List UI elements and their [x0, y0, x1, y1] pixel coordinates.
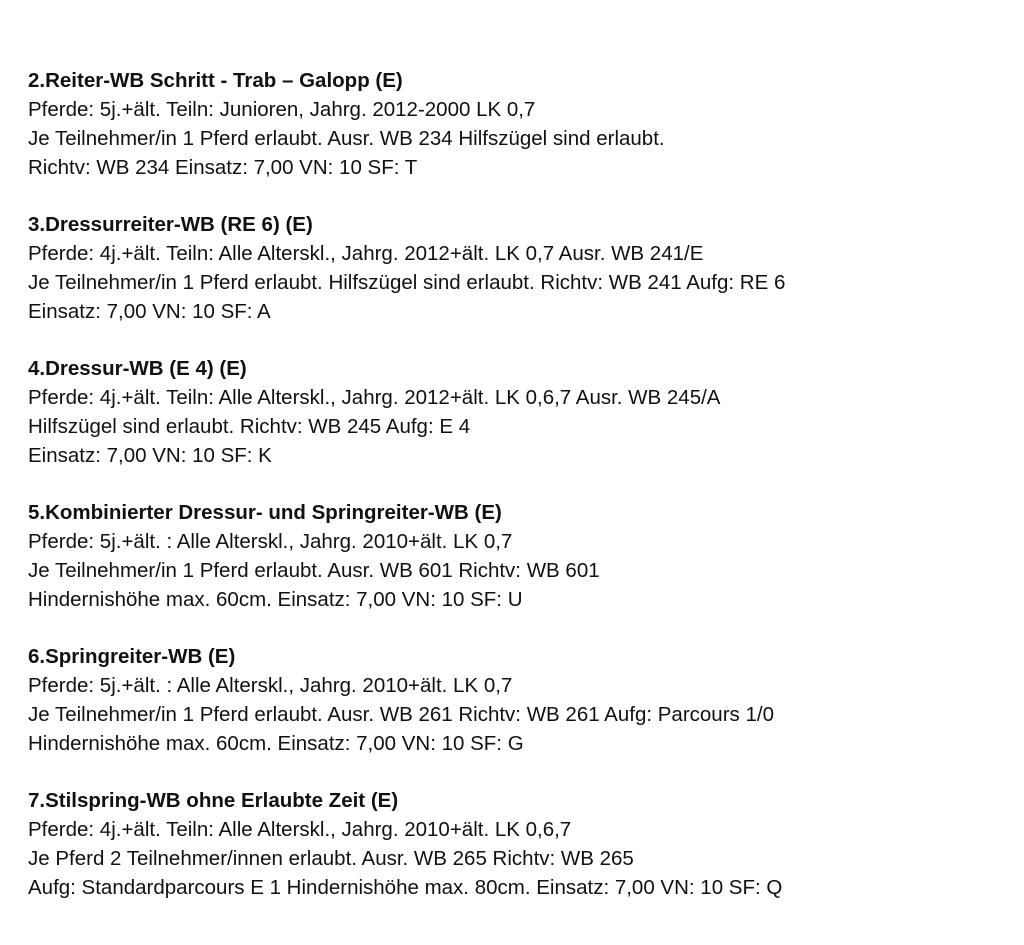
competition-detail-line: Einsatz: 7,00 VN: 10 SF: A: [28, 300, 271, 323]
competition-title: 2.Reiter-WB Schritt - Trab – Galopp (E): [28, 69, 403, 92]
competition-detail-line: Je Teilnehmer/in 1 Pferd erlaubt. Ausr. WB 261 Richtv: WB 261 Aufg: Parcours 1/0: [28, 703, 774, 726]
competition-detail-line: Hindernishöhe max. 60cm. Einsatz: 7,00 VN: 10 SF: G: [28, 732, 524, 755]
competition-6: [28, 642, 1004, 758]
competition-detail-line: Je Pferd 2 Teilnehmer/innen erlaubt. Ausr. WB 265 Richtv: WB 265: [28, 847, 634, 870]
competition-detail-line: Je Teilnehmer/in 1 Pferd erlaubt. Hilfszügel sind erlaubt. Richtv: WB 241 Aufg: RE 6: [28, 271, 786, 294]
competition-7: [28, 786, 1004, 902]
competition-detail-line: Pferde: 4j.+ält. Teiln: Alle Alterskl., Jahrg. 2012+ält. LK 0,6,7 Ausr. WB 245/A: [28, 386, 721, 409]
competition-detail-line: Hilfszügel sind erlaubt. Richtv: WB 245 Aufg: E 4: [28, 415, 471, 438]
competition-detail-line: Pferde: 5j.+ält. : Alle Alterskl., Jahrg. 2010+ält. LK 0,7: [28, 530, 513, 553]
competition-detail-line: Pferde: 5j.+ält. : Alle Alterskl., Jahrg. 2010+ält. LK 0,7: [28, 674, 513, 697]
competition-detail-line: Hindernishöhe max. 60cm. Einsatz: 7,00 VN: 10 SF: U: [28, 588, 523, 611]
competition-2: [28, 66, 1004, 182]
competition-title: 4.Dressur-WB (E 4) (E): [28, 357, 247, 380]
competition-title: 6.Springreiter-WB (E): [28, 645, 236, 668]
competition-title: 3.Dressurreiter-WB (RE 6) (E): [28, 213, 313, 236]
competition-title: 7.Stilspring-WB ohne Erlaubte Zeit (E): [28, 789, 399, 812]
competition-detail-line: Je Teilnehmer/in 1 Pferd erlaubt. Ausr. WB 234 Hilfszügel sind erlaubt.: [28, 127, 665, 150]
competition-5: [28, 498, 1004, 614]
document-page: [28, 66, 1004, 930]
competition-detail-line: Richtv: WB 234 Einsatz: 7,00 VN: 10 SF: T: [28, 156, 418, 179]
competition-3: [28, 210, 1004, 326]
competition-detail-line: Pferde: 5j.+ält. Teiln: Junioren, Jahrg. 2012-2000 LK 0,7: [28, 98, 536, 121]
competition-detail-line: Pferde: 4j.+ält. Teiln: Alle Alterskl., Jahrg. 2012+ält. LK 0,7 Ausr. WB 241/E: [28, 242, 704, 265]
competition-detail-line: Je Teilnehmer/in 1 Pferd erlaubt. Ausr. WB 601 Richtv: WB 601: [28, 559, 600, 582]
competition-4: [28, 354, 1004, 470]
competition-detail-line: Aufg: Standardparcours E 1 Hindernishöhe max. 80cm. Einsatz: 7,00 VN: 10 SF: Q: [28, 876, 783, 899]
competition-title: 5.Kombinierter Dressur- und Springreiter-WB (E): [28, 501, 502, 524]
competition-detail-line: Einsatz: 7,00 VN: 10 SF: K: [28, 444, 272, 467]
competition-detail-line: Pferde: 4j.+ält. Teiln: Alle Alterskl., Jahrg. 2010+ält. LK 0,6,7: [28, 818, 572, 841]
